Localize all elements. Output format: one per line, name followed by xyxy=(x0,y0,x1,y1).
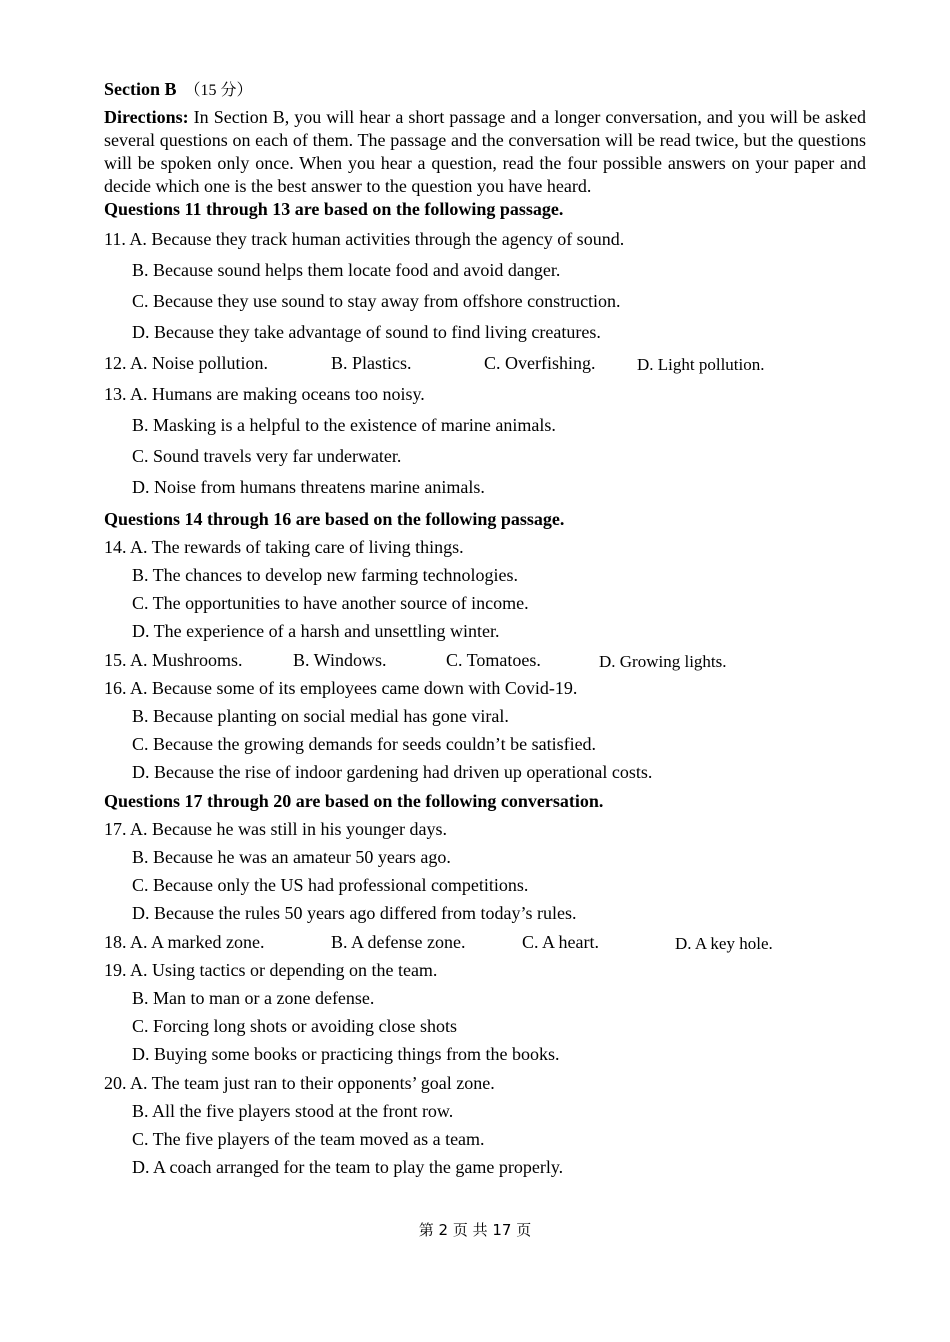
q19-option-a: 19. A. Using tactics or depending on the team. xyxy=(104,960,438,980)
q17-option-a: 17. A. Because he was still in his younger days. xyxy=(104,819,447,839)
q15-option-b: B. Windows. xyxy=(293,650,387,670)
q20-option-b: B. All the five players stood at the front row. xyxy=(132,1101,454,1121)
q20-option-a: 20. A. The team just ran to their opponents’ goal zone. xyxy=(104,1073,495,1093)
question-12 xyxy=(104,345,866,376)
question-13 xyxy=(104,376,866,500)
q19-option-c: C. Forcing long shots or avoiding close shots xyxy=(132,1016,457,1036)
q19-option-d: D. Buying some books or practicing things from the books. xyxy=(132,1044,560,1064)
q14-option-a: 14. A. The rewards of taking care of living things. xyxy=(104,537,464,557)
q11-option-b: B. Because sound helps them locate food and avoid danger. xyxy=(132,260,561,280)
question-11 xyxy=(104,221,866,345)
q16-option-c: C. Because the growing demands for seeds couldn’t be satisfied. xyxy=(132,734,597,754)
group-title-14-16: Questions 14 through 16 are based on the following passage. xyxy=(104,509,565,529)
directions-text: In Section B, you will hear a short passage and a longer conversation, and you will be asked several questions on each of them. The passage and the conversation will be read twice, but the questions will be spoken only once. When you hear a question, read the four possible answers on your paper and decide which one is the best answer to the question you have heard. xyxy=(104,107,866,196)
q16-option-d: D. Because the rise of indoor gardening had driven up operational costs. xyxy=(132,762,653,782)
section-score: （15 分） xyxy=(184,82,253,99)
q16-option-a: 16. A. Because some of its employees came down with Covid-19. xyxy=(104,678,578,698)
question-15 xyxy=(104,636,866,671)
directions xyxy=(104,106,866,198)
group-title-17-20: Questions 17 through 20 are based on the following conversation. xyxy=(104,791,604,811)
q12-option-b: B. Plastics. xyxy=(331,353,412,373)
q11-option-a: 11. A. Because they track human activities through the agency of sound. xyxy=(104,229,625,249)
q15-option-a: 15. A. Mushrooms. xyxy=(104,650,243,670)
q13-option-b: B. Masking is a helpful to the existence of marine animals. xyxy=(132,415,556,435)
question-16 xyxy=(104,664,866,782)
page-footer: 第 2 页 共 17 页 xyxy=(418,1221,532,1239)
q18-option-a: 18. A. A marked zone. xyxy=(104,932,265,952)
directions-label: Directions: xyxy=(104,107,189,127)
q11-option-c: C. Because they use sound to stay away from offshore construction. xyxy=(132,291,621,311)
q15-option-c: C. Tomatoes. xyxy=(446,650,541,670)
section-header xyxy=(104,78,866,102)
q11-option-d: D. Because they take advantage of sound to find living creatures. xyxy=(132,322,601,342)
q20-option-d: D. A coach arranged for the team to play the game properly. xyxy=(132,1157,564,1177)
q14-option-c: C. The opportunities to have another source of income. xyxy=(132,593,529,613)
q17-option-b: B. Because he was an amateur 50 years ago. xyxy=(132,847,451,867)
q12-option-c: C. Overfishing. xyxy=(484,353,596,373)
q17-option-c: C. Because only the US had professional competitions. xyxy=(132,875,529,895)
q16-option-b: B. Because planting on social medial has gone viral. xyxy=(132,706,509,726)
question-17 xyxy=(104,799,866,923)
q19-option-b: B. Man to man or a zone defense. xyxy=(132,988,375,1008)
q13-option-a: 13. A. Humans are making oceans too noisy. xyxy=(104,384,425,404)
q13-option-c: C. Sound travels very far underwater. xyxy=(132,446,402,466)
q18-option-d: D. A key hole. xyxy=(675,934,773,953)
q15-option-d: D. Growing lights. xyxy=(599,652,727,671)
exam-page xyxy=(104,78,866,1177)
q14-option-b: B. The chances to develop new farming technologies. xyxy=(132,565,519,585)
question-18 xyxy=(104,912,866,953)
q18-option-b: B. A defense zone. xyxy=(331,932,466,952)
question-19 xyxy=(104,940,866,1064)
q17-option-d: D. Because the rules 50 years ago differed from today’s rules. xyxy=(132,903,577,923)
question-20 xyxy=(104,1053,866,1177)
q14-option-d: D. The experience of a harsh and unsettling winter. xyxy=(132,621,500,641)
section-title: Section B xyxy=(104,79,177,99)
q20-option-c: C. The five players of the team moved as a team. xyxy=(132,1129,485,1149)
q13-option-d: D. Noise from humans threatens marine animals. xyxy=(132,477,485,497)
group-title-11-13: Questions 11 through 13 are based on the following passage. xyxy=(104,199,564,219)
q12-option-a: 12. A. Noise pollution. xyxy=(104,353,269,373)
q18-option-c: C. A heart. xyxy=(522,932,599,952)
question-14 xyxy=(104,523,866,641)
q12-option-d: D. Light pollution. xyxy=(637,355,765,374)
